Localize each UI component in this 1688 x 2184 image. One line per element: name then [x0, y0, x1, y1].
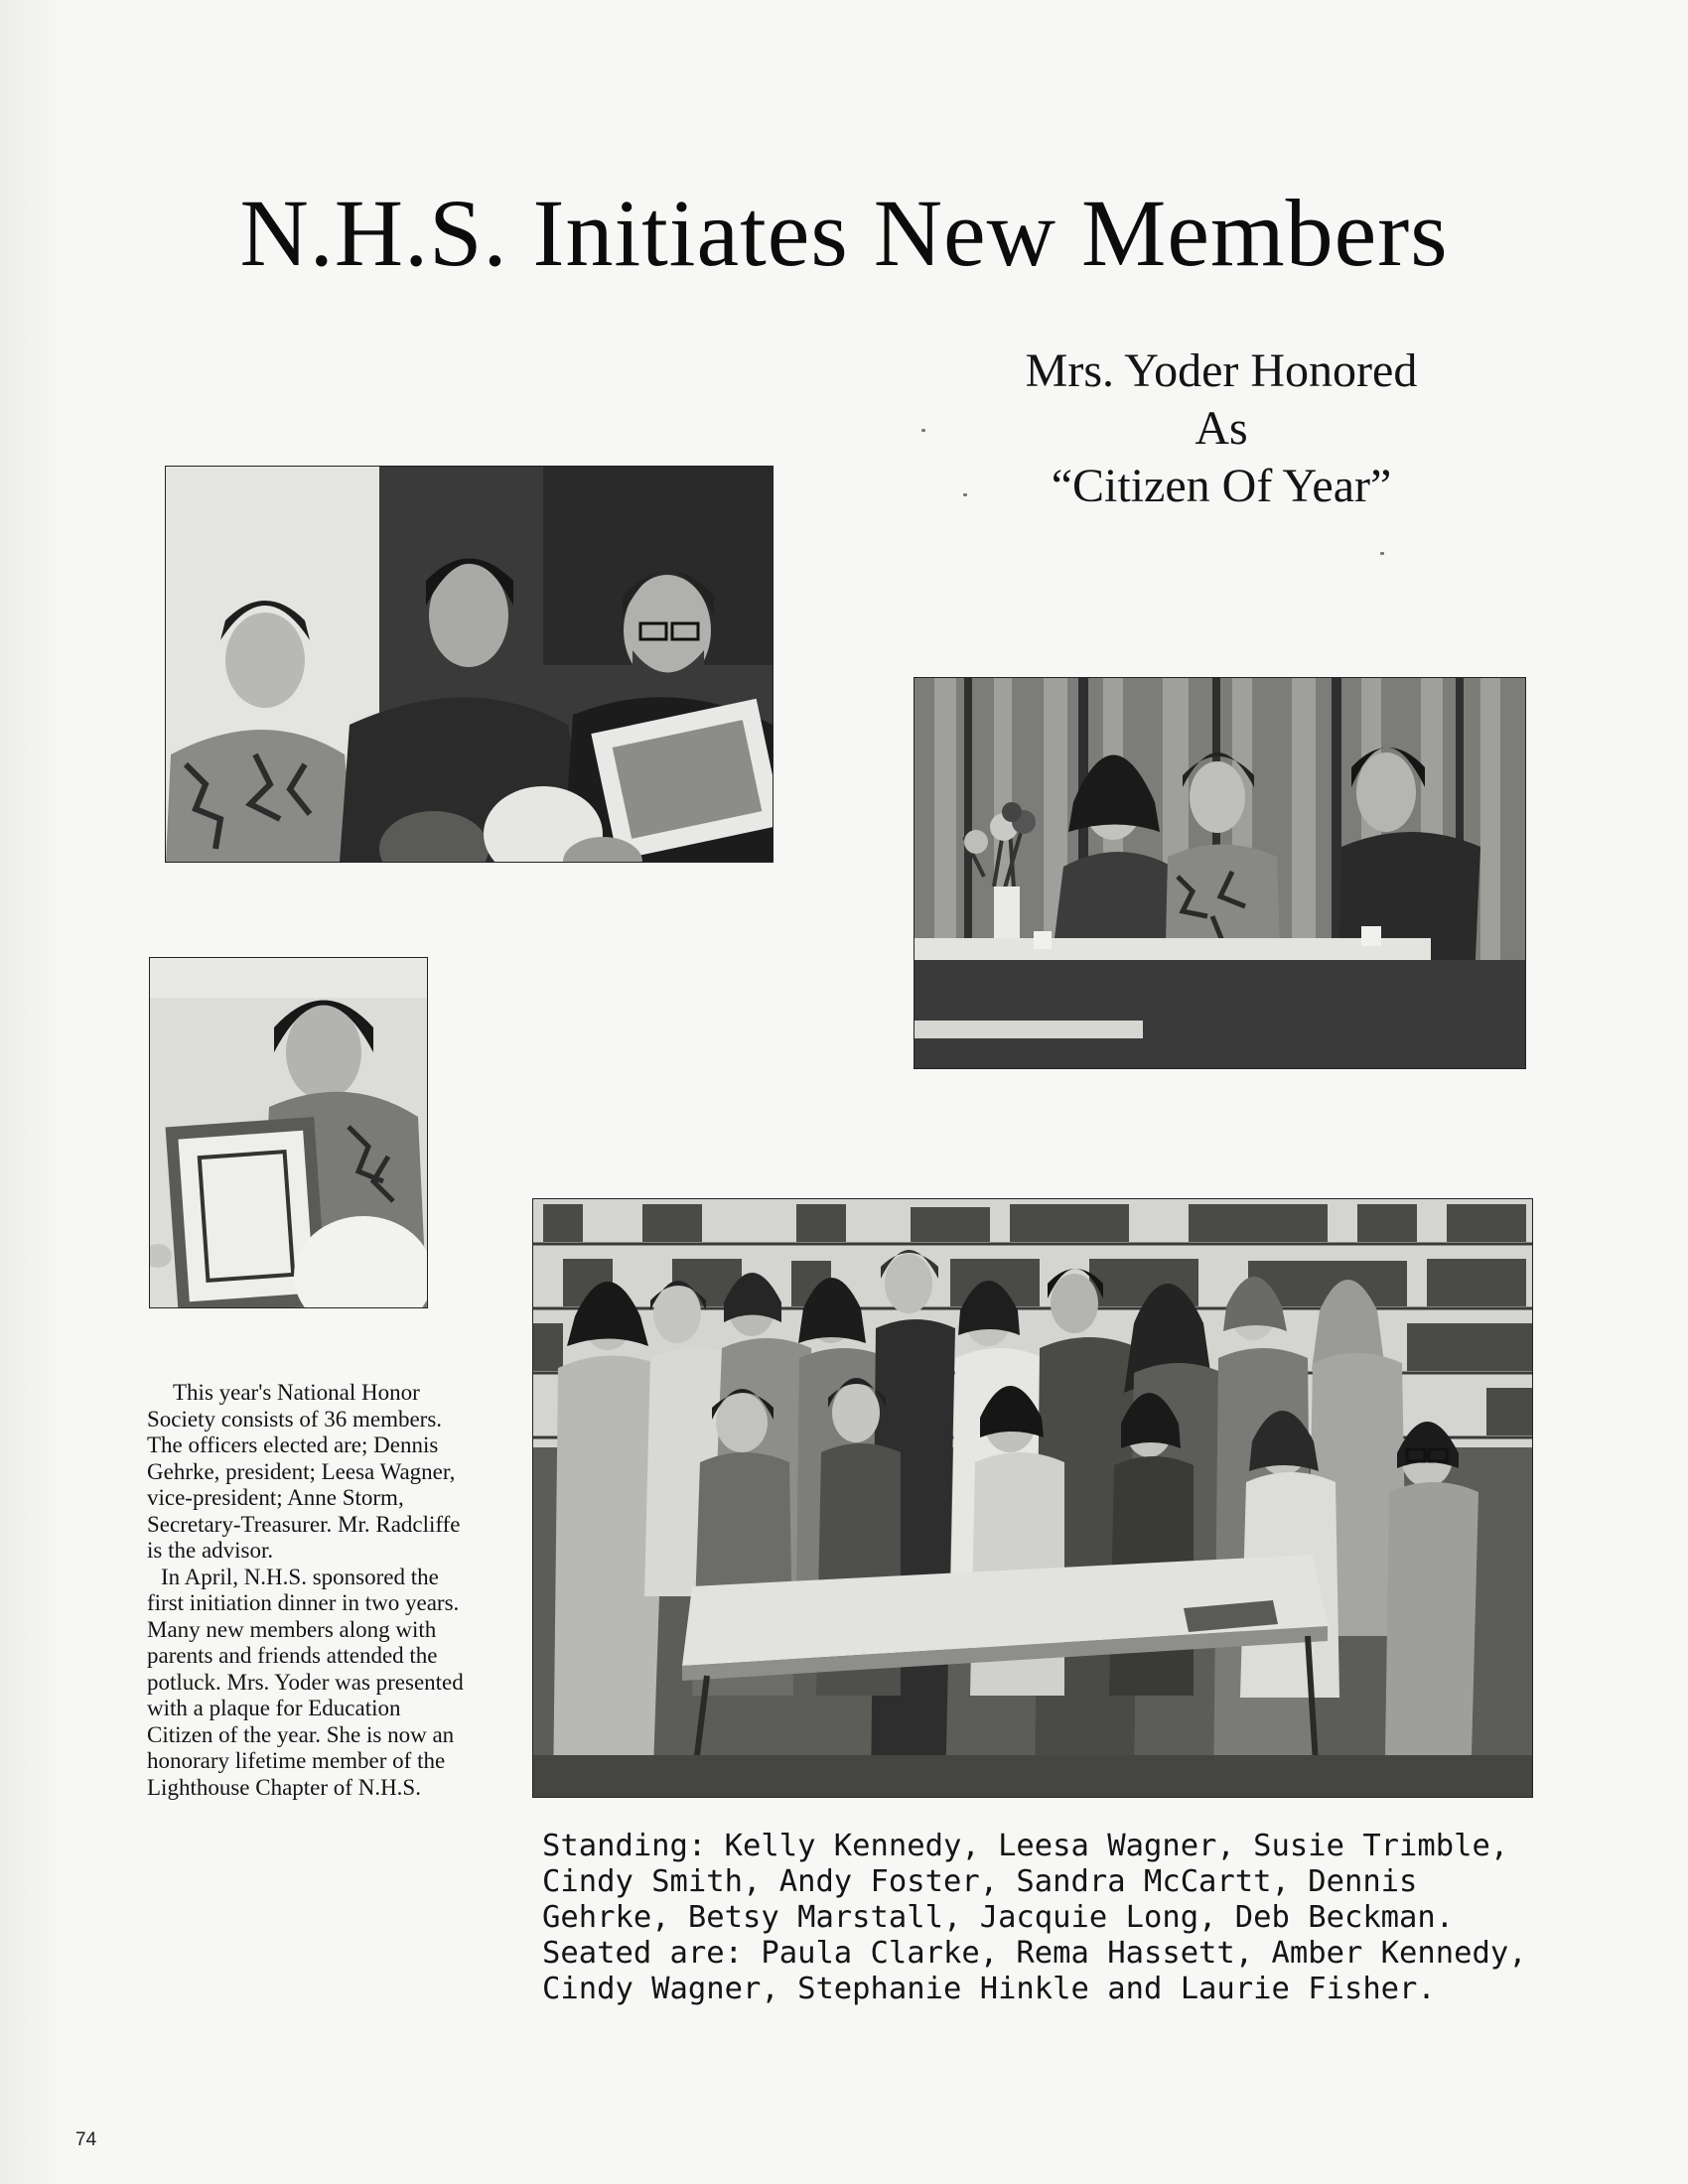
photo-mrs-yoder-plaque: [150, 958, 427, 1307]
subheading-line-3: “Citizen Of Year”: [1051, 460, 1392, 512]
article-paragraph-1: This year's National Honor Society consists of 36 members. The officers elected are; Dennis Gehrke, president; Leesa Wagner, vice-president; Anne Storm, Secretary-Treasurer. Mr. Radcliffe is the advisor.: [147, 1380, 461, 1563]
page-number: 74: [75, 2129, 97, 2150]
print-speck: [963, 493, 967, 496]
photo-subheading: [953, 342, 1489, 515]
photo-icon: [533, 1199, 1532, 1797]
photo-icon: [914, 678, 1525, 1068]
photo-plaque-presentation: [166, 467, 773, 862]
page-title: N.H.S. Initiates New Members: [239, 180, 1449, 286]
subheading-line-2: As: [1195, 402, 1248, 455]
photo-icon: [150, 958, 427, 1307]
photo-head-table: [914, 678, 1525, 1068]
photo-group-library: [533, 1199, 1532, 1797]
subheading-line-1: Mrs. Yoder Honored: [1025, 344, 1418, 397]
article-paragraph-2: In April, N.H.S. sponsored the first initiation dinner in two years. Many new members along with parents and friends attended the potluck. Mrs. Yoder was presented with a plaque for Education Citizen of the year. She is now an honorary lifetime member of the Lighthouse Chapter of N.H.S.: [147, 1564, 464, 1800]
print-speck: [921, 429, 925, 432]
photo-icon: [166, 467, 773, 862]
article-body: [147, 1380, 467, 1801]
print-speck: [1380, 552, 1384, 555]
page-edge-shadow: [0, 0, 60, 2184]
group-photo-caption: Standing: Kelly Kennedy, Leesa Wagner, Susie Trimble, Cindy Smith, Andy Foster, Sandra McCartt, Dennis Gehrke, Betsy Marstall, Jacquie Long, Deb Beckman. Seated are: Paula Clarke, Rema Hassett, Amber Kennedy, Cindy Wagner, Stephanie Hinkle and Laurie Fisher.: [542, 1829, 1527, 2006]
